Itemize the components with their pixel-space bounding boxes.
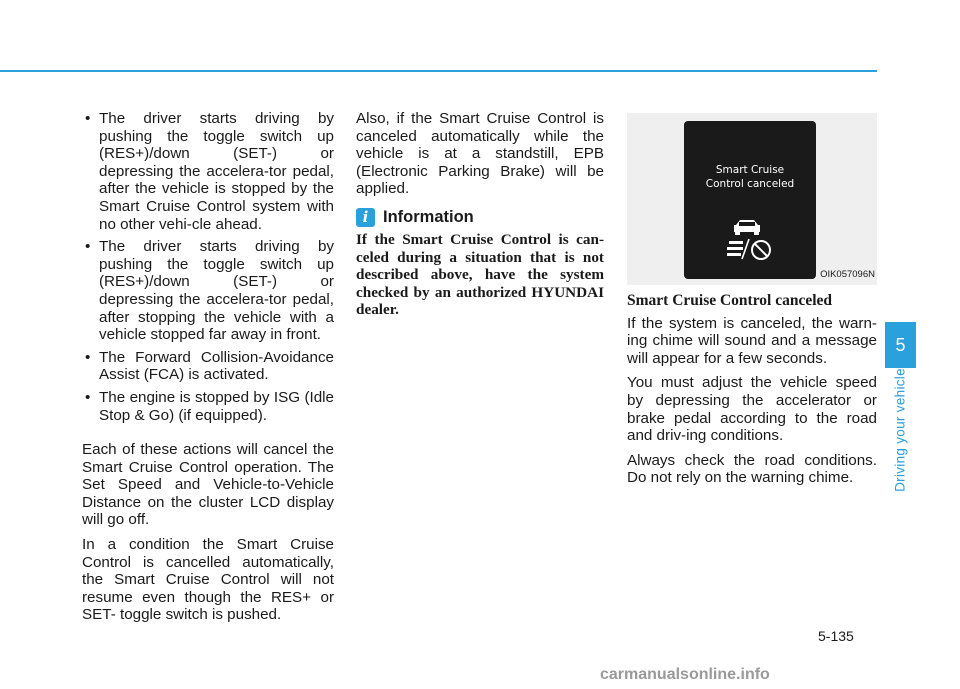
paragraph: If the system is canceled, the warn-ing chime will sound and a message will appear for a few seconds. xyxy=(627,314,877,367)
information-body: If the Smart Cruise Control is can-celed during a situation that is not described above, have the system checked by an authorized HYUNDAI dealer. xyxy=(356,230,604,319)
column-2 xyxy=(356,110,604,319)
column-1 xyxy=(82,110,334,631)
cluster-display xyxy=(684,121,816,279)
figure-code: OIK057096N xyxy=(820,269,875,281)
list-item: • The driver starts driving by pushing the toggle switch up (RES+)/down (SET-) or depressing the accelera-tor pedal, after stopping the vehicle with a vehicle stopped far away in front. xyxy=(82,238,334,344)
information-icon: i xyxy=(356,208,375,227)
chapter-tab: 5 xyxy=(885,322,916,368)
scc-canceled-car-icon xyxy=(727,219,777,263)
list-item: • The Forward Collision-Avoidance Assist (FCA) is activated. xyxy=(82,349,334,384)
cancel-conditions-list xyxy=(82,110,334,424)
paragraph: Always check the road conditions. Do not rely on the warning chime. xyxy=(627,451,877,487)
header-rule xyxy=(0,70,877,72)
information-header xyxy=(356,208,604,227)
display-message xyxy=(684,163,816,191)
display-message-line: Smart Cruise xyxy=(715,164,785,176)
display-message-line: Control canceled xyxy=(705,178,795,190)
paragraph: Also, if the Smart Cruise Control is canceled automatically while the vehicle is at a standstill, EPB (Electronic Parking Brake) will be applied. xyxy=(356,110,604,198)
page-number: 5-135 xyxy=(818,628,854,644)
information-title: Information xyxy=(383,207,474,226)
list-item: • The driver starts driving by pushing the toggle switch up (RES+)/down (SET-) or depressing the accelera-tor pedal, after the vehicle is stopped by the Smart Cruise Control system with no other vehi-cle ahead. xyxy=(82,110,334,233)
cluster-display-figure xyxy=(627,113,877,285)
list-item: • The engine is stopped by ISG (Idle Stop & Go) (if equipped). xyxy=(82,389,334,424)
paragraph: In a condition the Smart Cruise Control is cancelled automatically, the Smart Cruise Control will not resume even though the RES+ or SET- toggle switch is pushed. xyxy=(82,536,334,624)
paragraph: Each of these actions will cancel the Smart Cruise Control operation. The Set Speed and Vehicle-to-Vehicle Distance on the cluster LCD display will go off. xyxy=(82,441,334,529)
watermark: carmanualsonline.info xyxy=(600,666,770,683)
section-heading: Smart Cruise Control canceled xyxy=(627,292,833,309)
paragraph: You must adjust the vehicle speed by depressing the accelerator or brake pedal according to the road and driv-ing conditions. xyxy=(627,374,877,445)
column-3 xyxy=(627,113,877,494)
chapter-title: Driving your vehicle xyxy=(892,368,908,492)
